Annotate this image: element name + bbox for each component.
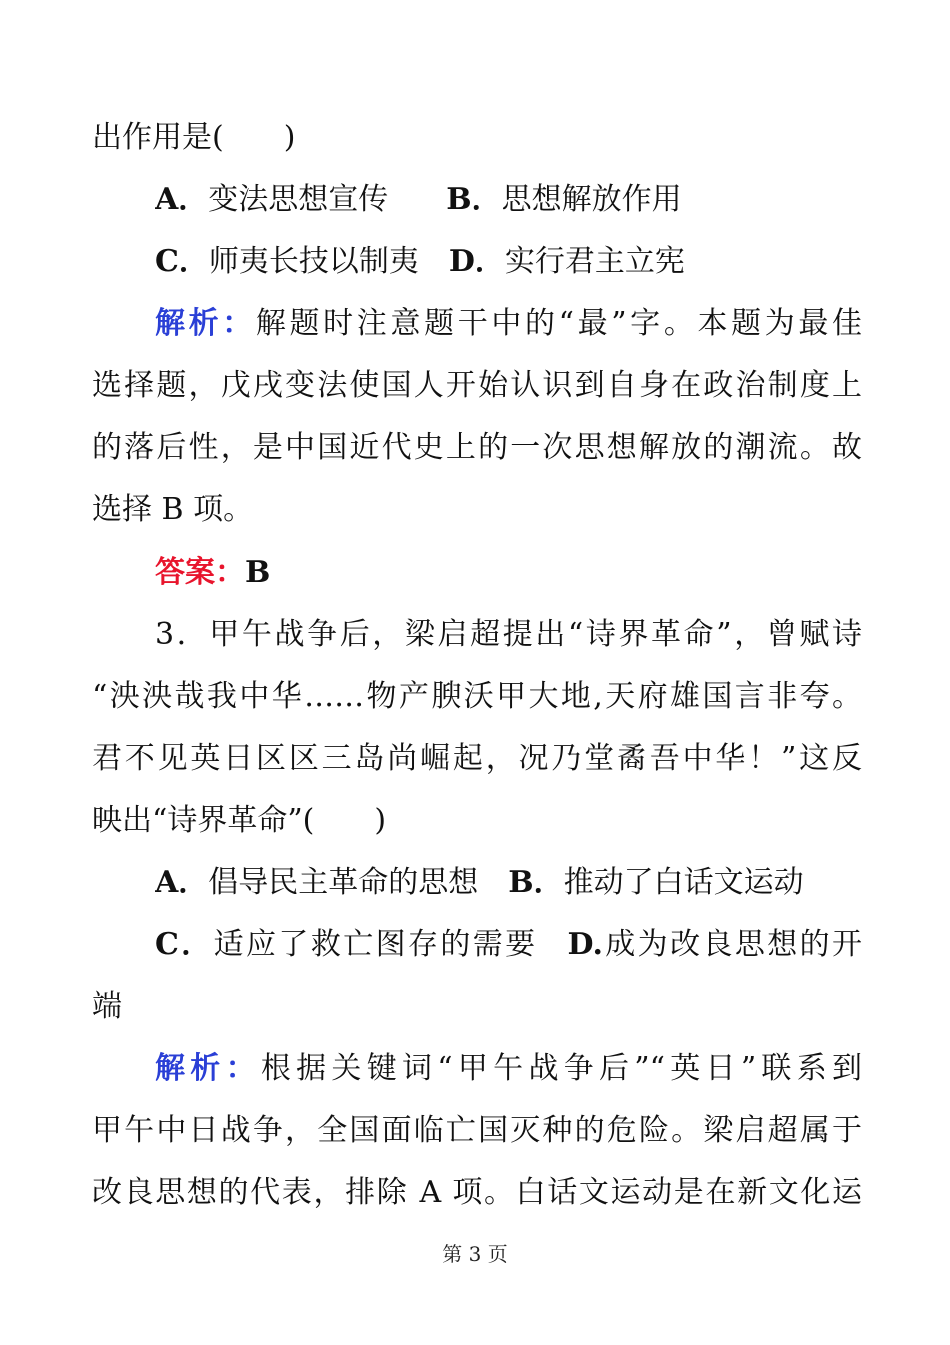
q3-analysis-line-3: 改良思想的代表，排除 A 项。白话文运动是在新文化运 bbox=[92, 1175, 862, 1210]
q3-option-d-text: 成为改良思想的开 bbox=[602, 927, 862, 962]
q3-options-row-1 bbox=[155, 863, 862, 903]
q3-options-row-2 bbox=[155, 925, 862, 965]
q2-option-a-text: 变法思想宣传 bbox=[208, 182, 389, 217]
q2-analysis-line-2: 选择题，戊戌变法使国人开始认识到自身在政治制度上 bbox=[92, 368, 862, 403]
q2-stem-tail: 出作用是( ) bbox=[92, 120, 296, 155]
q3-option-d-label: D. bbox=[567, 927, 603, 962]
q2-answer-value: B bbox=[245, 555, 271, 590]
q2-option-d-text: 实行君主立宪 bbox=[504, 244, 685, 279]
q2-option-b-text: 思想解放作用 bbox=[501, 182, 682, 217]
q2-answer-label: 答案： bbox=[155, 555, 245, 590]
q2-answer-line bbox=[155, 553, 862, 593]
q2-analysis-text-1: 解题时注意题干中的“最”字。本题为最佳 bbox=[255, 306, 862, 341]
q3-analysis-label: 解析： bbox=[155, 1051, 261, 1086]
q3-analysis-text-1: 根据关键词“甲午战争后”“英日”联系到 bbox=[260, 1051, 862, 1086]
q3-analysis-line-2: 甲午中日战争，全国面临亡国灭种的危险。梁启超属于 bbox=[92, 1113, 862, 1148]
q3-option-b-text: 推动了白话文运动 bbox=[563, 865, 804, 900]
q2-analysis-line-4: 选择 B 项。 bbox=[92, 492, 254, 527]
q3-stem-line-2: “泱泱哉我中华……物产腴沃甲大地,天府雄国言非夸。 bbox=[92, 679, 862, 714]
q2-options-row-2 bbox=[155, 242, 862, 282]
q2-option-b-label: B． bbox=[446, 182, 502, 217]
q2-option-c-text: 师夷长技以制夷 bbox=[208, 244, 419, 279]
q2-option-c-label: C． bbox=[155, 244, 209, 279]
q3-stem-line-3: 君不见英日区区三岛尚崛起，况乃堂矞吾中华！”这反 bbox=[92, 741, 862, 776]
q2-analysis-line-3: 的落后性，是中国近代史上的一次思想解放的潮流。故 bbox=[92, 430, 862, 465]
q2-analysis-line-1 bbox=[155, 304, 862, 344]
q2-option-a-label: A． bbox=[155, 182, 209, 217]
q3-stem-line-1: 3．甲午战争后，梁启超提出“诗界革命”，曾赋诗 bbox=[155, 617, 862, 652]
page-number: 第 3 页 bbox=[442, 1242, 508, 1266]
q3-option-a-label: A． bbox=[155, 865, 209, 900]
q2-analysis-label: 解析： bbox=[155, 306, 256, 341]
q3-analysis-line-1 bbox=[155, 1049, 862, 1089]
q2-options-row-1 bbox=[155, 180, 862, 220]
q3-stem-line-4: 映出“诗界革命”( ) bbox=[92, 803, 387, 838]
q3-option-a-text: 倡导民主革命的思想 bbox=[208, 865, 479, 900]
q3-option-b-label: B． bbox=[508, 865, 564, 900]
q2-option-d-label: D． bbox=[448, 244, 505, 279]
q3-option-c-label: C． bbox=[155, 927, 214, 962]
q3-option-c-text: 适应了救亡图存的需要 bbox=[213, 927, 538, 962]
q3-option-d-tail: 端 bbox=[92, 989, 122, 1024]
